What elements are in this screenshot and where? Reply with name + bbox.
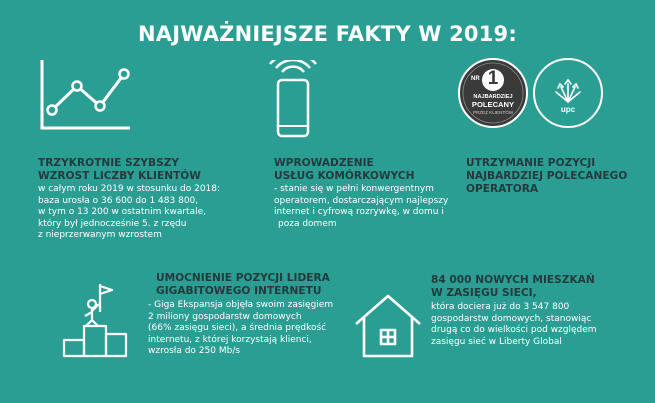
upc-logo-text: upc — [560, 105, 576, 114]
recommended-heading: UTRZYMANIE POZYCJI NAJBARDZIEJ POLECANEGO OPERATORA — [466, 157, 628, 195]
upc-logo — [533, 58, 603, 128]
summit-flag-icon — [62, 282, 138, 358]
clients-heading: TRZYKROTNIE SZYBSZY WZROST LICZBY KLIENTÓW — [38, 157, 201, 182]
nr1-badge — [458, 58, 528, 128]
gigabit-text: - Giga Ekspansja objęła swoim zasięgiem 2 miliony gospodarstw domowych (66% zasięgu sieci), a średnia prędkość internetu, z której korzystają klienci, wzrosła do 250 Mb/s — [148, 300, 334, 357]
gigabit-heading: UMOCNIENIE POZYCJI LIDERA GIGABITOWEGO INTERNETU — [156, 272, 330, 297]
clients-text: w całym roku 2019 w stosunku do 2018: baza urosła o 36 600 do 1 483 800, w tym o 13 200 w ostatnim kwartale, który był jednocześnie 5. z rzędu z nieprzerwanym wzrostem — [38, 184, 221, 241]
badge-nr: NR — [471, 76, 480, 82]
badge-line2: POLECANY — [471, 100, 515, 109]
homes-heading: 84 000 NOWYCH MIESZKAŃ W ZASIĘGU SIECI, — [431, 274, 595, 299]
mobile-text: - stanie się w pełni konwergentnym operatorem, dostarczającym najlepszy internet i cyfrową rozrywkę, w domu i poza domem — [274, 184, 449, 229]
homes-text: która dociera już do 3 547 800 gospodarstw domowych, stanowiąc drugą co do wielkości pod względem zasięgu sieć w Liberty Global — [431, 302, 597, 347]
house-icon — [352, 292, 424, 358]
smartphone-icon — [262, 60, 324, 138]
line-chart-icon — [40, 58, 132, 130]
badge-number: 1 — [487, 68, 499, 89]
page-title: NAJWAŻNIEJSZE FAKTY W 2019: — [138, 22, 517, 46]
badge-line3: PRZEZ KLIENTÓW — [472, 110, 514, 115]
badge-line1: NAJBARDZIEJ — [473, 94, 513, 100]
mobile-heading: WPROWADZENIE USŁUG KOMÓRKOWYCH — [274, 157, 415, 182]
